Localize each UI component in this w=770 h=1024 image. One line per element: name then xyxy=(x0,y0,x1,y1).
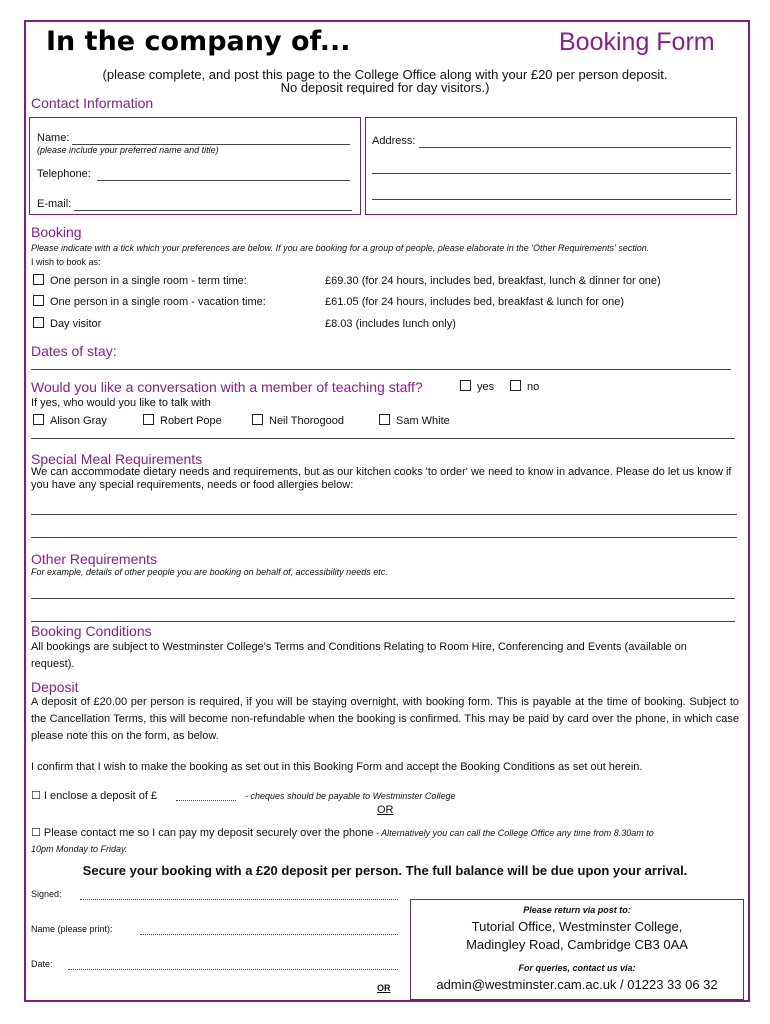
booking-heading: Booking xyxy=(31,224,82,240)
date-label: Date: xyxy=(31,959,53,969)
deposit-text: A deposit of £20.00 per person is required, if you will be staying overnight, with booking form. This is payable at the time of booking. Subject to the Cancellation Terms, this will become non-refundable when the booking is confirmed. This may be paid by card over the phone, in which case please note this on the form, as below. xyxy=(31,696,739,742)
page-title: In the company of... xyxy=(46,26,351,57)
name-hint: (please include your preferred name and title) xyxy=(37,145,219,155)
signed-field[interactable] xyxy=(80,899,398,900)
conditions-text: All bookings are subject to Westminster College's Terms and Conditions Relating to Room Hire, Conferencing and Events (available on request). xyxy=(31,641,687,670)
conversation-heading: Would you like a conversation with a member of teaching staff? xyxy=(31,379,423,395)
name-label: Name: xyxy=(37,132,70,144)
price-day-visitor: £8.03 (includes lunch only) xyxy=(325,318,456,330)
checkbox-yes[interactable] xyxy=(460,380,471,391)
return-label: Please return via post to: xyxy=(523,905,631,915)
or-label: OR xyxy=(377,804,394,816)
wish-label: I wish to book as: xyxy=(31,257,101,267)
cheques-note: - cheques should be payable to Westminster College xyxy=(245,791,456,801)
email-label: E-mail: xyxy=(37,198,72,210)
staff-option[interactable]: Robert Pope xyxy=(143,414,222,427)
dates-heading: Dates of stay: xyxy=(31,343,117,359)
address-field-1[interactable] xyxy=(419,147,731,148)
address-field-3[interactable] xyxy=(372,199,731,200)
form-title: Booking Form xyxy=(559,28,715,56)
checkbox-staff[interactable] xyxy=(379,414,390,425)
price-vacation: £61.05 (for 24 hours, includes bed, breakfast & lunch for one) xyxy=(325,296,625,308)
return-address-1: Tutorial Office, Westminster College, xyxy=(471,919,683,934)
checkbox-staff[interactable] xyxy=(33,414,44,425)
contact-me-option[interactable]: ☐ Please contact me so I can pay my deposit securely over the phone - Alternatively you can call the College Office any time from 8.30am to xyxy=(31,827,654,839)
conditions-heading: Booking Conditions xyxy=(31,623,152,639)
deposit-heading: Deposit xyxy=(31,679,79,695)
staff-option[interactable]: Alison Gray xyxy=(33,414,107,427)
confirm-text: I confirm that I wish to make the booking as set out in this Booking Form and accept the Booking Conditions as set out herein. xyxy=(31,761,643,773)
alternatively-note: 10pm Monday to Friday. xyxy=(31,844,128,854)
address-label: Address: xyxy=(372,135,416,147)
checkbox-term[interactable] xyxy=(33,274,44,285)
checkbox-staff[interactable] xyxy=(252,414,263,425)
enclose-option[interactable]: ☐ I enclose a deposit of £ xyxy=(31,790,158,802)
price-term: £69.30 (for 24 hours, includes bed, breakfast, lunch & dinner for one) xyxy=(325,275,661,287)
staff-prompt: If yes, who would you like to talk with xyxy=(31,397,211,409)
checkbox-day-visitor[interactable] xyxy=(33,317,44,328)
option-no[interactable]: no xyxy=(510,380,539,393)
address-box xyxy=(365,117,737,215)
contact-heading: Contact Information xyxy=(31,95,154,111)
option-day-visitor[interactable]: Day visitor xyxy=(33,317,101,330)
staff-option[interactable]: Neil Thorogood xyxy=(252,414,344,427)
dates-field[interactable] xyxy=(31,369,731,370)
signature-or-label: OR xyxy=(377,983,391,993)
booking-instructions: Please indicate with a tick which your preferences are below. If you are booking for a group of people, please elaborate in the 'Other Requirements' section. xyxy=(31,243,650,253)
checkbox-vacation[interactable] xyxy=(33,295,44,306)
staff-other-field[interactable] xyxy=(31,438,735,439)
meal-field-2[interactable] xyxy=(31,537,737,538)
secure-banner: Secure your booking with a £20 deposit per person. The full balance will be due upon your arrival. xyxy=(82,863,688,878)
checkbox-no[interactable] xyxy=(510,380,521,391)
checkbox-staff[interactable] xyxy=(143,414,154,425)
print-name-field[interactable] xyxy=(140,934,398,935)
contact-box xyxy=(29,117,361,215)
other-text: For example, details of other people you are booking on behalf of, accessibility needs etc. xyxy=(31,567,388,577)
print-name-label: Name (please print): xyxy=(31,924,113,934)
email-field[interactable] xyxy=(74,210,352,211)
contact-details: admin@westminster.cam.ac.uk / 01223 33 06 32 xyxy=(436,977,718,992)
staff-option[interactable]: Sam White xyxy=(379,414,450,427)
telephone-label: Telephone: xyxy=(37,168,91,180)
meal-heading: Special Meal Requirements xyxy=(31,451,203,467)
queries-label: For queries, contact us via: xyxy=(518,963,636,973)
meal-field-1[interactable] xyxy=(31,514,737,515)
date-field[interactable] xyxy=(68,969,398,970)
other-heading: Other Requirements xyxy=(31,551,158,567)
deposit-amount-field[interactable] xyxy=(176,800,236,801)
intro-line-1: (please complete, and post this page to the College Office along with your £20 per person deposit. xyxy=(102,67,668,82)
option-yes[interactable]: yes xyxy=(460,380,494,393)
signed-label: Signed: xyxy=(31,889,62,899)
address-field-2[interactable] xyxy=(372,173,731,174)
other-field-2[interactable] xyxy=(31,621,735,622)
meal-text: We can accommodate dietary needs and requirements, but as our kitchen cooks 'to order' we need to know in advance. Please do let us know if you have any special requirements, needs or food allergies below: xyxy=(31,466,732,491)
telephone-field[interactable] xyxy=(97,180,350,181)
return-address-2: Madingley Road, Cambridge CB3 0AA xyxy=(466,937,688,952)
other-field-1[interactable] xyxy=(31,598,735,599)
intro-line-2: No deposit required for day visitors.) xyxy=(280,80,490,95)
option-vacation[interactable]: One person in a single room - vacation time: xyxy=(33,295,266,308)
option-term[interactable]: One person in a single room - term time: xyxy=(33,274,247,287)
